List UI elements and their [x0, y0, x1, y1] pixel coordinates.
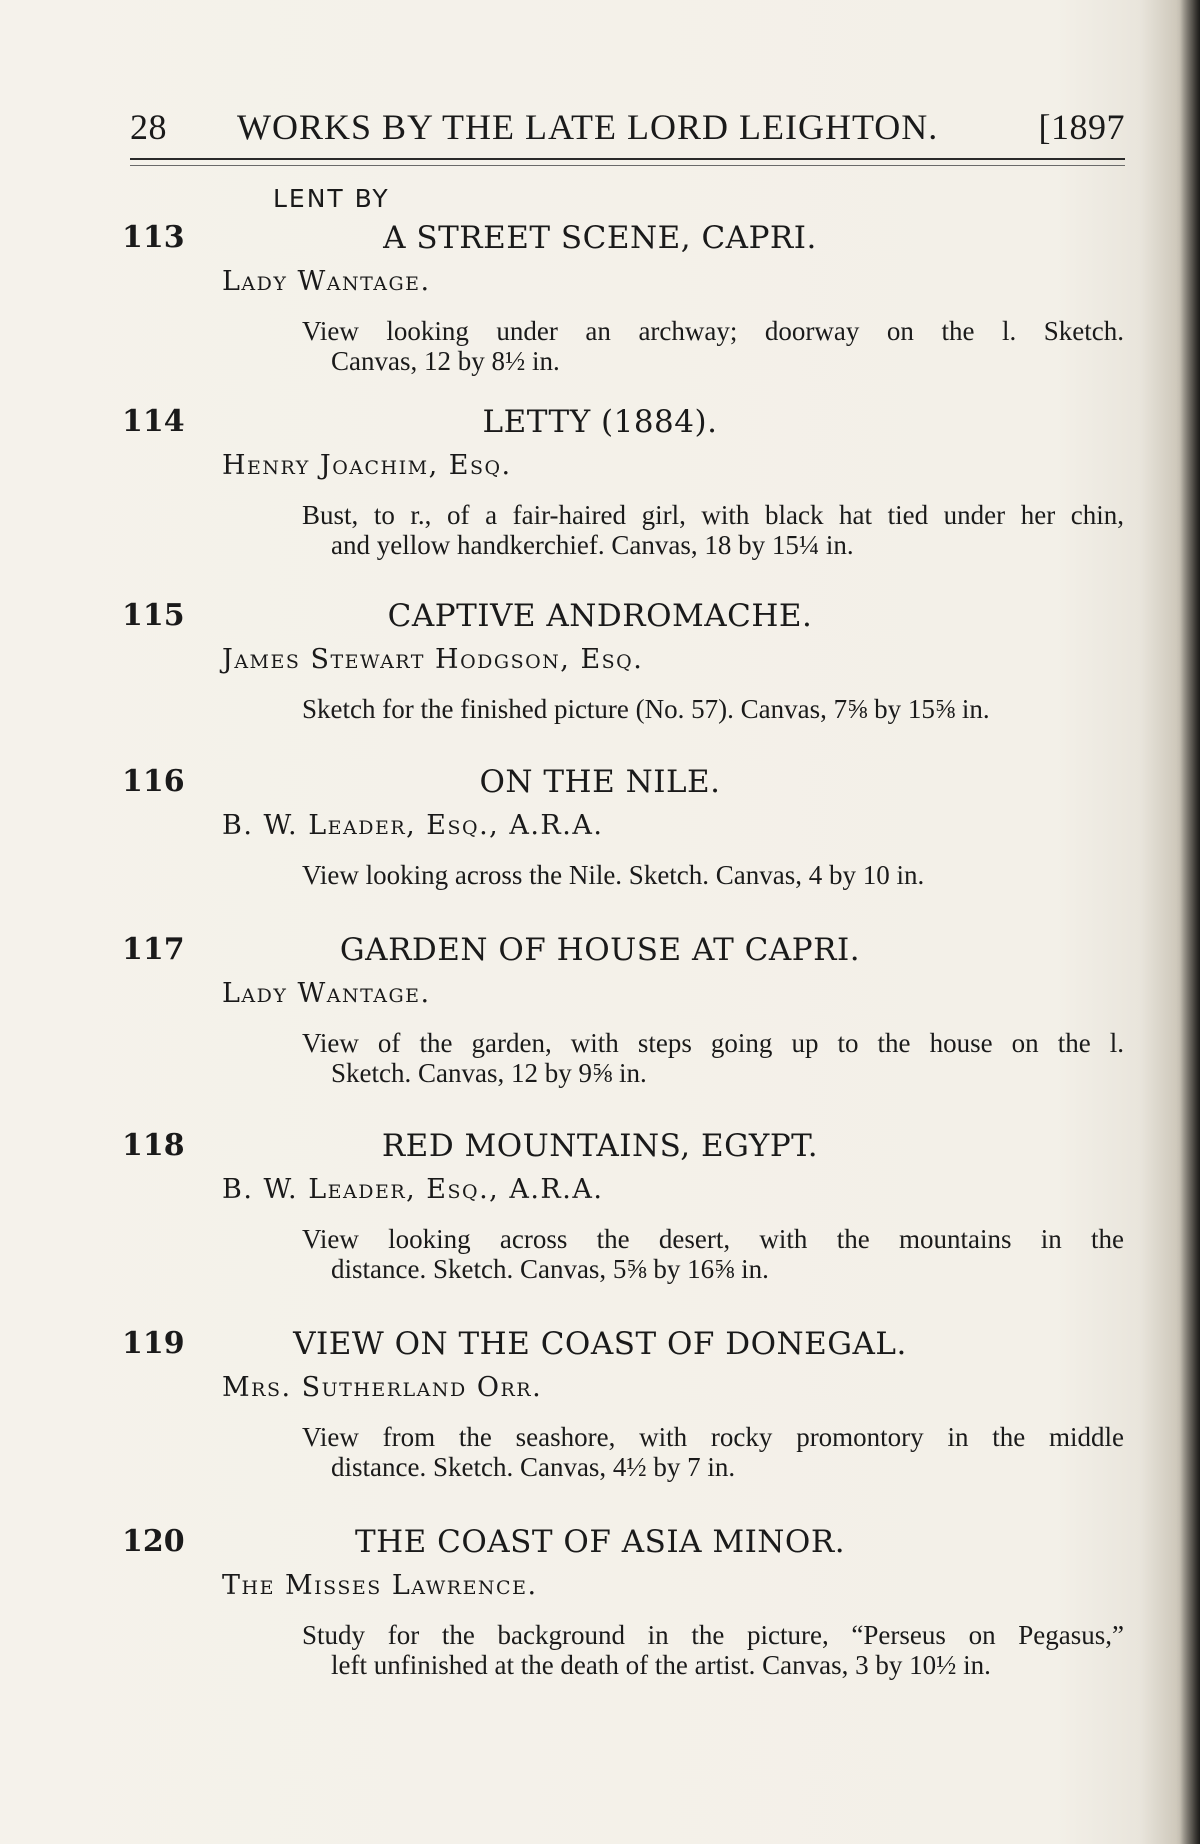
description-line: left unfinished at the death of the artist. Canvas, 3 by 10½ in.	[331, 1650, 991, 1680]
entry-title: A STREET SCENE, CAPRI.	[383, 220, 817, 256]
description-line: View from the seashore, with rocky promontory in the middle	[302, 1422, 1124, 1452]
header-year: [1897	[1038, 107, 1125, 147]
description-line: Canvas, 12 by 8½ in.	[331, 346, 560, 376]
entry-title: CAPTIVE ANDROMACHE.	[387, 598, 813, 634]
entry-number: 115	[122, 598, 185, 633]
description-line: View looking across the Nile. Sketch. Canvas, 4 by 10 in.	[302, 860, 925, 890]
entry-number: 118	[122, 1128, 185, 1163]
entry-number: 117	[122, 932, 185, 967]
catalogue-entry	[0, 1128, 1200, 1328]
description-line: Sketch for the finished picture (No. 57). Canvas, 7⅝ by 15⅝ in.	[302, 694, 990, 724]
entry-title: VIEW ON THE COAST OF DONEGAL.	[293, 1326, 907, 1362]
page-number: 28	[130, 107, 167, 147]
running-header	[130, 100, 1125, 156]
entry-description	[302, 860, 1124, 890]
header-rule-thin	[130, 165, 1125, 166]
description-line: Bust, to r., of a fair-haired girl, with black hat tied under her chin,	[302, 500, 1124, 530]
catalogue-entry	[0, 1524, 1200, 1724]
catalogue-entry	[0, 220, 1200, 420]
entry-lender: Mrs. Sutherland Orr.	[222, 1372, 543, 1403]
entry-lender: B. W. Leader, Esq., A.R.A.	[222, 810, 604, 841]
catalogue-entry	[0, 932, 1200, 1132]
entry-number: 119	[122, 1326, 185, 1361]
entry-title: RED MOUNTAINS, EGYPT.	[381, 1128, 819, 1164]
entry-lender: The Misses Lawrence.	[222, 1570, 538, 1601]
entry-number: 113	[122, 220, 185, 255]
entry-description	[302, 1620, 1124, 1680]
description-line: View looking under an archway; doorway on the l. Sketch.	[302, 316, 1124, 346]
entry-number: 120	[122, 1524, 185, 1559]
entry-title: THE COAST OF ASIA MINOR.	[354, 1524, 846, 1560]
entry-title: LETTY (1884).	[482, 404, 718, 440]
entry-number: 116	[122, 764, 185, 799]
description-line: View looking across the desert, with the mountains in the	[302, 1224, 1124, 1254]
entry-description	[302, 500, 1124, 560]
entry-number: 114	[122, 404, 185, 439]
entry-description	[302, 1224, 1124, 1284]
entry-lender: James Stewart Hodgson, Esq.	[222, 644, 644, 675]
entry-lender: Henry Joachim, Esq.	[222, 450, 512, 481]
lent-by-label: LENT BY	[273, 184, 390, 213]
entry-lender: Lady Wantage.	[222, 266, 431, 297]
description-line: distance. Sketch. Canvas, 5⅝ by 16⅝ in.	[331, 1254, 769, 1284]
entry-description	[302, 316, 1124, 376]
entry-description	[302, 1028, 1124, 1088]
entry-description	[302, 694, 1124, 724]
entry-lender: Lady Wantage.	[222, 978, 431, 1009]
entry-lender: B. W. Leader, Esq., A.R.A.	[222, 1174, 604, 1205]
entry-title: GARDEN OF HOUSE AT CAPRI.	[339, 932, 861, 968]
running-title: WORKS BY THE LATE LORD LEIGHTON.	[237, 107, 939, 147]
description-line: View of the garden, with steps going up to the house on the l.	[302, 1028, 1124, 1058]
catalogue-entry	[0, 404, 1200, 604]
catalogue-entry	[0, 1326, 1200, 1526]
description-line: and yellow handkerchief. Canvas, 18 by 15¼ in.	[331, 530, 854, 560]
description-line: Study for the background in the picture, “Perseus on Pegasus,”	[302, 1620, 1124, 1650]
header-rule-thick	[130, 158, 1125, 160]
description-line: distance. Sketch. Canvas, 4½ by 7 in.	[331, 1452, 736, 1482]
entry-description	[302, 1422, 1124, 1482]
description-line: Sketch. Canvas, 12 by 9⅝ in.	[331, 1058, 647, 1088]
entry-title: ON THE NILE.	[479, 764, 721, 800]
